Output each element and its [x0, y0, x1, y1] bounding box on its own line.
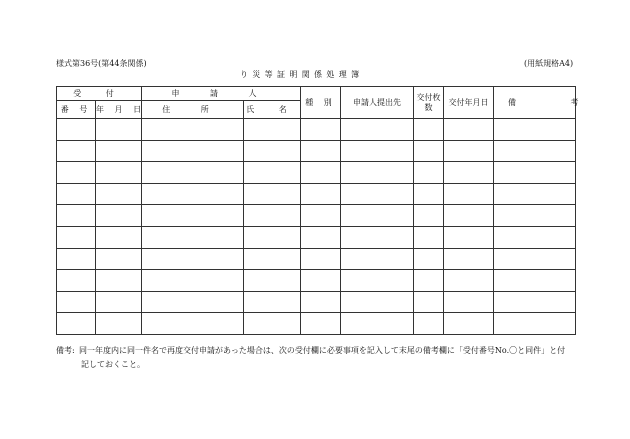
cell-bikou	[494, 119, 576, 141]
cell-kofu-date	[444, 248, 494, 270]
table-row	[57, 140, 576, 162]
table-row	[57, 205, 576, 227]
cell-maisu	[414, 291, 444, 313]
cell-shimei	[244, 313, 301, 335]
header-kofu-maisu: 交付枚数	[414, 87, 444, 119]
cell-shimei	[244, 140, 301, 162]
cell-jusho	[142, 205, 244, 227]
note-line-1: 同一年度内に同一件名で再度交付申請があった場合は、次の受付欄に必要事項を記入して末尾の備考欄に「受付番号No.〇と同件」と付	[79, 346, 566, 355]
cell-shubetsu	[301, 183, 341, 205]
cell-jusho	[142, 313, 244, 335]
header-bikou: 備 考	[494, 87, 576, 119]
cell-shubetsu	[301, 248, 341, 270]
cell-date	[96, 183, 142, 205]
cell-teishutsusaki	[341, 291, 414, 313]
note-label: 備考:	[56, 346, 75, 355]
cell-jusho	[142, 226, 244, 248]
cell-shimei	[244, 291, 301, 313]
cell-shubetsu	[301, 162, 341, 184]
register-table	[56, 86, 605, 335]
cell-date	[96, 140, 142, 162]
cell-teishutsusaki	[341, 226, 414, 248]
cell-date	[96, 291, 142, 313]
cell-bikou	[494, 226, 576, 248]
table-row	[57, 291, 576, 313]
cell-bango	[57, 313, 96, 335]
cell-shubetsu	[301, 270, 341, 292]
cell-shimei	[244, 119, 301, 141]
cell-teishutsusaki	[341, 140, 414, 162]
cell-kofu-date	[444, 291, 494, 313]
cell-jusho	[142, 140, 244, 162]
cell-bikou	[494, 248, 576, 270]
cell-maisu	[414, 226, 444, 248]
cell-shimei	[244, 205, 301, 227]
cell-bango	[57, 226, 96, 248]
cell-date	[96, 313, 142, 335]
cell-maisu	[414, 183, 444, 205]
note-line-2: 記しておくこと。	[81, 360, 145, 369]
subheader-bango: 番 号	[57, 101, 96, 119]
cell-maisu	[414, 119, 444, 141]
cell-kofu-date	[444, 313, 494, 335]
cell-shimei	[244, 248, 301, 270]
cell-bikou	[494, 205, 576, 227]
cell-maisu	[414, 205, 444, 227]
cell-shimei	[244, 162, 301, 184]
header-uketsuke: 受 付	[57, 87, 142, 101]
cell-kofu-date	[444, 270, 494, 292]
cell-shubetsu	[301, 140, 341, 162]
paper-size-label: (用紙規格A4)	[524, 59, 574, 68]
cell-bikou	[494, 183, 576, 205]
cell-maisu	[414, 248, 444, 270]
cell-maisu	[414, 140, 444, 162]
header-shubetsu: 種 別	[301, 87, 341, 119]
cell-date	[96, 270, 142, 292]
cell-teishutsusaki	[341, 162, 414, 184]
table-row	[57, 313, 576, 335]
cell-jusho	[142, 119, 244, 141]
cell-kofu-date	[444, 119, 494, 141]
cell-bango	[57, 183, 96, 205]
subheader-jusho: 住 所	[142, 101, 244, 119]
cell-bikou	[494, 162, 576, 184]
table-row	[57, 183, 576, 205]
header-kofu-date: 交付年月日	[444, 87, 494, 119]
cell-shimei	[244, 183, 301, 205]
cell-maisu	[414, 313, 444, 335]
cell-bikou	[494, 291, 576, 313]
cell-shubetsu	[301, 226, 341, 248]
cell-date	[96, 205, 142, 227]
cell-bikou	[494, 313, 576, 335]
cell-bango	[57, 248, 96, 270]
cell-kofu-date	[444, 140, 494, 162]
header-shinseinin: 申 請 人	[142, 87, 301, 101]
cell-bikou	[494, 270, 576, 292]
cell-maisu	[414, 162, 444, 184]
cell-bikou	[494, 140, 576, 162]
table-row	[57, 248, 576, 270]
cell-shubetsu	[301, 205, 341, 227]
document-title: り 災 等 証 明 関 係 処 理 簿	[240, 70, 360, 79]
table-row	[57, 226, 576, 248]
cell-date	[96, 162, 142, 184]
subheader-shimei: 氏 名	[244, 101, 301, 119]
cell-shubetsu	[301, 119, 341, 141]
cell-shimei	[244, 226, 301, 248]
cell-date	[96, 119, 142, 141]
header-teishutsusaki: 申請人提出先	[341, 87, 414, 119]
table-row	[57, 270, 576, 292]
cell-jusho	[142, 162, 244, 184]
cell-teishutsusaki	[341, 119, 414, 141]
cell-date	[96, 226, 142, 248]
cell-jusho	[142, 183, 244, 205]
cell-jusho	[142, 270, 244, 292]
cell-shubetsu	[301, 291, 341, 313]
cell-date	[96, 248, 142, 270]
cell-shubetsu	[301, 313, 341, 335]
cell-kofu-date	[444, 205, 494, 227]
cell-jusho	[142, 248, 244, 270]
cell-bango	[57, 140, 96, 162]
form-number-label: 様式第36号(第44条関係)	[56, 59, 147, 68]
table-row	[57, 162, 576, 184]
cell-teishutsusaki	[341, 248, 414, 270]
subheader-date: 年 月 日	[96, 101, 142, 119]
cell-shimei	[244, 270, 301, 292]
cell-kofu-date	[444, 226, 494, 248]
cell-kofu-date	[444, 162, 494, 184]
cell-jusho	[142, 291, 244, 313]
cell-maisu	[414, 270, 444, 292]
cell-bango	[57, 270, 96, 292]
table-row	[57, 119, 576, 141]
cell-kofu-date	[444, 183, 494, 205]
cell-teishutsusaki	[341, 270, 414, 292]
cell-bango	[57, 205, 96, 227]
cell-teishutsusaki	[341, 183, 414, 205]
cell-bango	[57, 291, 96, 313]
cell-teishutsusaki	[341, 313, 414, 335]
cell-teishutsusaki	[341, 205, 414, 227]
cell-bango	[57, 119, 96, 141]
cell-bango	[57, 162, 96, 184]
